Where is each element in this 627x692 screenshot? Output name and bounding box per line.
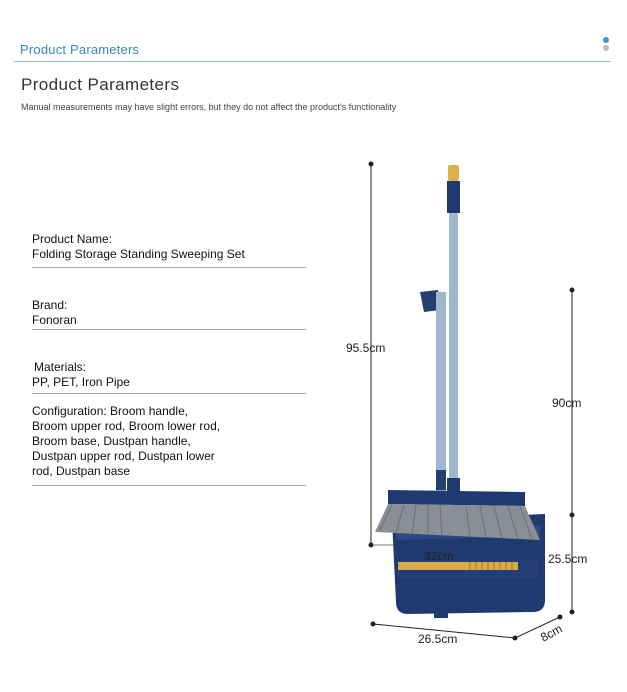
spec-config-line: Dustpan upper rod, Dustpan lower [32,449,215,463]
spec-config-line: Broom upper rod, Broom lower rod, [32,419,221,433]
broom [375,165,540,540]
spec-value: Folding Storage Standing Sweeping Set [32,247,245,261]
dimension-base-width: 26.5cm [418,632,458,646]
dimension-total-height: 95.5cm [346,341,386,355]
spec-config-line: rod, Dustpan base [32,464,131,478]
page-title: Product Parameters [21,75,180,94]
dimension-dustpan-height: 90cm [552,396,582,410]
spec-config-line: Broom base, Dustpan handle, [32,434,191,448]
spec-value: PP, PET, Iron Pipe [32,375,130,389]
dimension-base-depth: 8cm [538,621,565,645]
dustpan [392,290,545,618]
header-tab-product-parameters[interactable]: Product Parameters [20,42,140,57]
page-subtitle: Manual measurements may have slight errors, but they do not affect the product's functionality [21,102,397,112]
dimension-broom-width: 32cm [424,549,454,563]
dimension-pan-height: 25.5cm [548,552,588,566]
spec-value: Fonoran [32,313,77,327]
spec-label: Product Name: [32,232,113,246]
spec-label: Brand: [32,298,68,312]
spec-config-line: Configuration: Broom handle, [32,404,189,418]
spec-label: Materials: [34,360,87,374]
